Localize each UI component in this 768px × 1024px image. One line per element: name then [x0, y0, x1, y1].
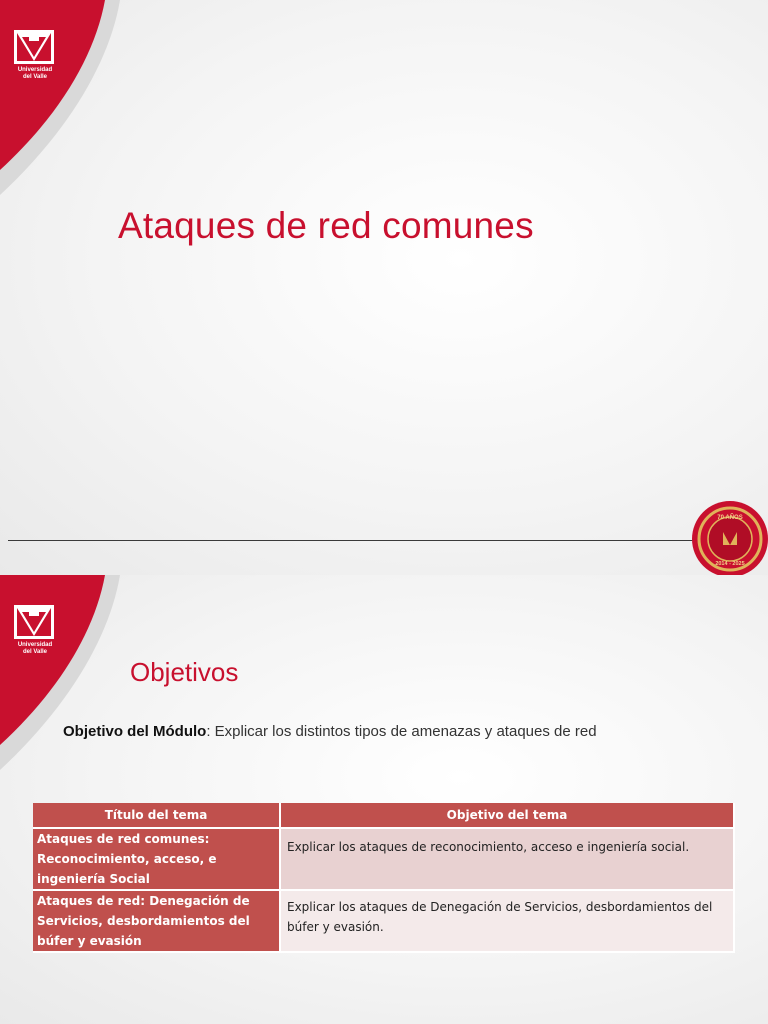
- module-objective: [63, 723, 597, 740]
- divider-line: [8, 540, 698, 541]
- anniversary-seal-icon: [690, 499, 768, 575]
- seal-top-text: 70 AÑOS: [717, 515, 743, 521]
- university-logo: [14, 605, 56, 656]
- table-row: [33, 891, 735, 953]
- logo-line-2: del Valle: [22, 74, 47, 80]
- logo-mark-icon: [14, 30, 54, 64]
- header-topic-objective: Objetivo del tema: [281, 803, 735, 829]
- objective-text: : Explicar los distintos tipos de amenazas y ataques de red: [206, 723, 597, 740]
- logo-line-1: Universidad: [17, 642, 53, 648]
- topic-cell: Ataques de red comunes: Reconocimiento, acceso, e ingeniería Social: [33, 829, 281, 891]
- logo-mark-icon: [14, 605, 54, 639]
- table-row: [33, 829, 735, 891]
- logo-line-2: del Valle: [22, 649, 47, 655]
- university-logo: [14, 30, 56, 81]
- topic-cell: Ataques de red: Denegación de Servicios, desbordamientos del búfer y evasión: [33, 891, 281, 953]
- objective-cell: Explicar los ataques de reconocimiento, acceso e ingeniería social.: [281, 829, 735, 891]
- topics-table: [33, 803, 735, 953]
- slide-title: Objetivos: [130, 657, 239, 687]
- logo-line-1: Universidad: [17, 67, 53, 73]
- slide-title: Ataques de red comunes: [118, 205, 534, 246]
- seal-years-text: 2014 - 2025: [715, 561, 745, 567]
- objectives-slide: [0, 575, 768, 1024]
- header-topic-title: Título del tema: [33, 803, 281, 829]
- objective-cell: Explicar los ataques de Denegación de Servicios, desbordamientos del búfer y evasión.: [281, 891, 735, 953]
- objective-label: Objetivo del Módulo: [63, 723, 207, 740]
